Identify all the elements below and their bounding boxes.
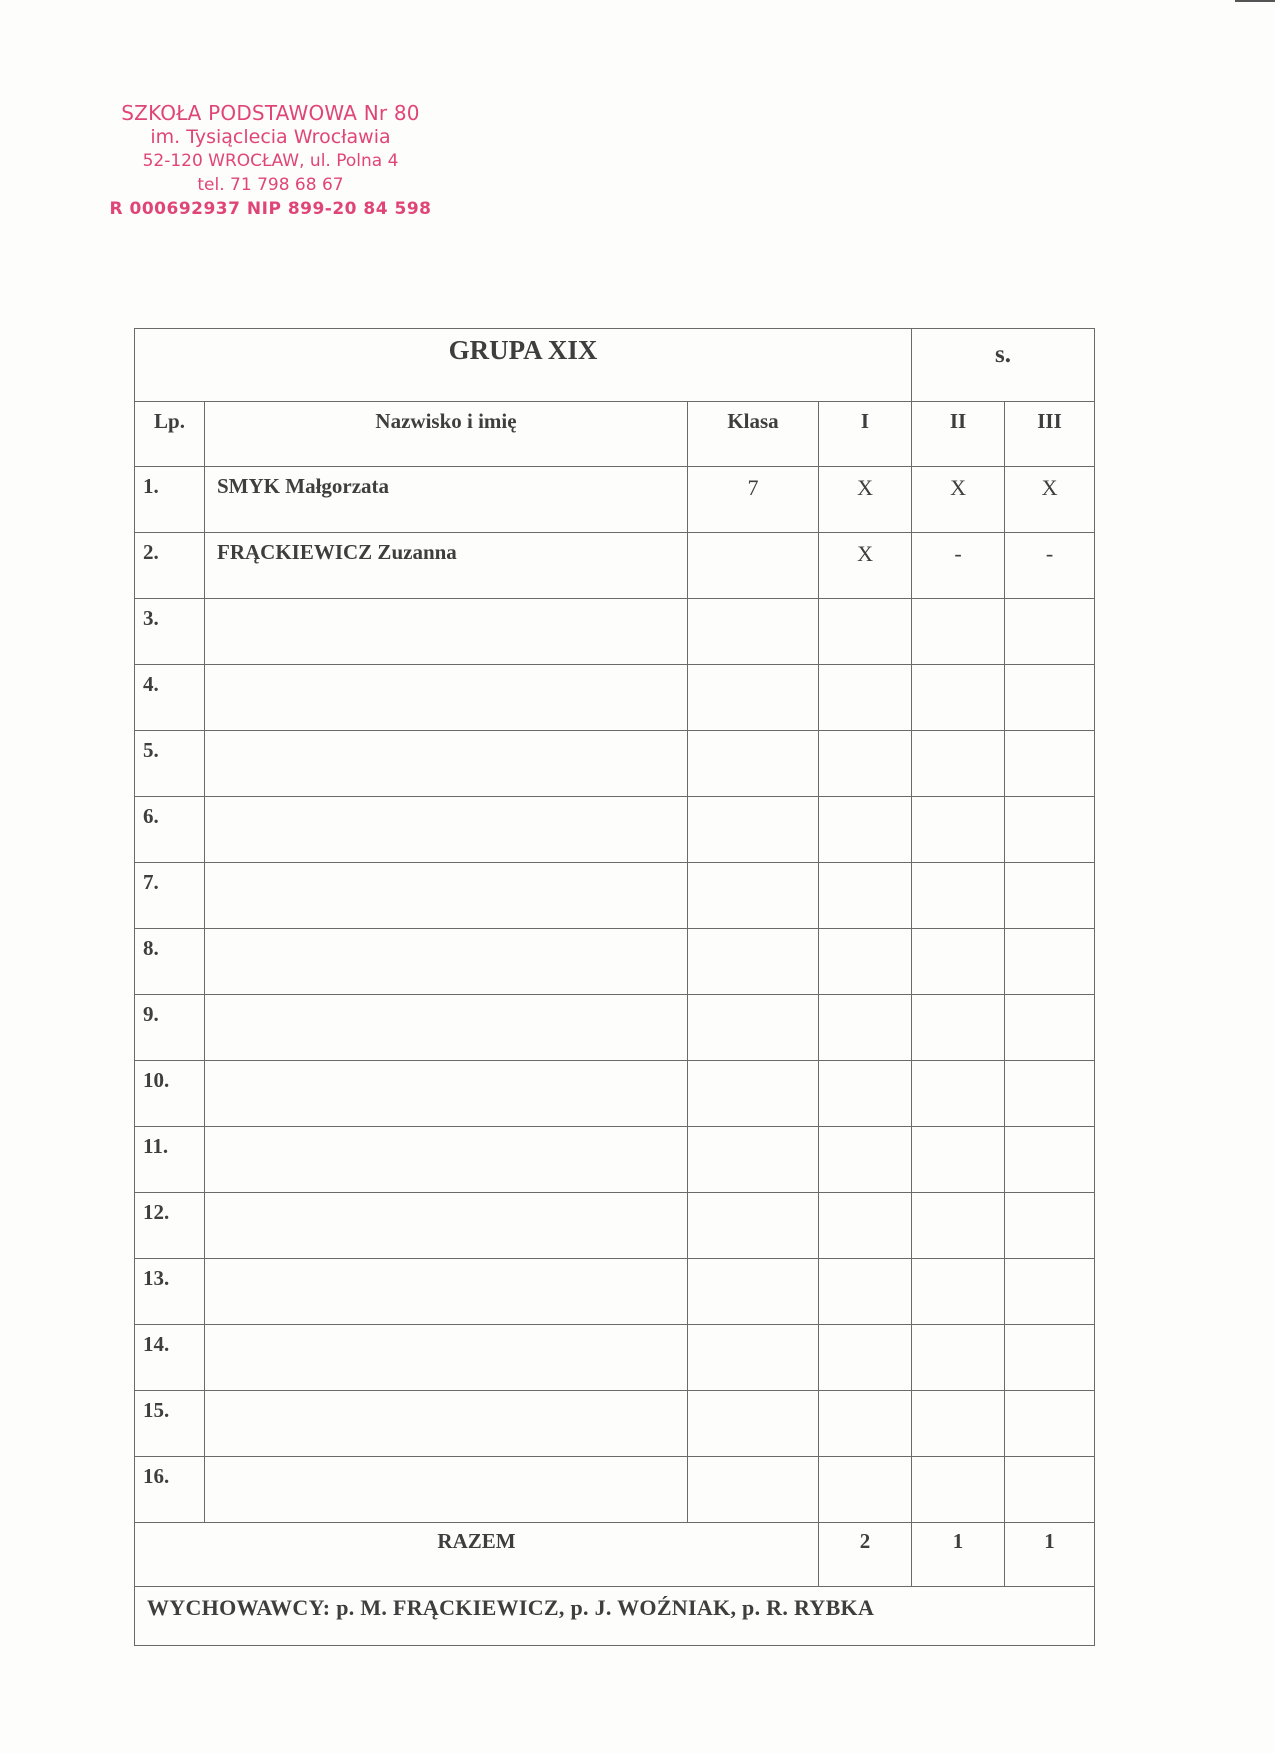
row-klasa [688, 665, 819, 731]
row-name: FRĄCKIEWICZ Zuzanna [205, 533, 688, 599]
table-row [135, 929, 1095, 995]
row-klasa [688, 1061, 819, 1127]
row-lp: 9. [135, 995, 205, 1061]
row-col-1 [819, 1127, 912, 1193]
table-title: GRUPA XIX [135, 329, 912, 402]
row-name [205, 731, 688, 797]
row-col-2 [912, 995, 1005, 1061]
row-name [205, 665, 688, 731]
row-col-1 [819, 1325, 912, 1391]
row-col-2 [912, 665, 1005, 731]
row-klasa [688, 863, 819, 929]
row-col-2: X [912, 467, 1005, 533]
row-col-2 [912, 731, 1005, 797]
row-col-3: - [1005, 533, 1095, 599]
row-col-2 [912, 1457, 1005, 1523]
table-row [135, 1325, 1095, 1391]
stamp-line-address: 52-120 WROCŁAW, ul. Polna 4 [142, 151, 399, 171]
row-lp: 15. [135, 1391, 205, 1457]
row-klasa [688, 599, 819, 665]
table-row [135, 599, 1095, 665]
table-row [135, 467, 1095, 533]
row-klasa [688, 1127, 819, 1193]
table-row [135, 1457, 1095, 1523]
row-lp: 10. [135, 1061, 205, 1127]
wychowawcy-line: WYCHOWAWCY: p. M. FRĄCKIEWICZ, p. J. WOŹNIAK, p. R. RYBKA [135, 1587, 1095, 1646]
header-col-2: II [912, 402, 1005, 467]
row-col-1 [819, 599, 912, 665]
row-col-3 [1005, 731, 1095, 797]
row-lp: 14. [135, 1325, 205, 1391]
row-col-3 [1005, 1127, 1095, 1193]
row-col-3 [1005, 1457, 1095, 1523]
stamp-line-patron: im. Tysiąclecia Wrocławia [150, 126, 391, 148]
row-col-1 [819, 1391, 912, 1457]
row-lp: 2. [135, 533, 205, 599]
row-col-3 [1005, 665, 1095, 731]
row-klasa [688, 797, 819, 863]
row-name [205, 1061, 688, 1127]
row-col-2 [912, 1259, 1005, 1325]
row-col-2 [912, 797, 1005, 863]
row-klasa [688, 995, 819, 1061]
razem-col-2: 1 [912, 1523, 1005, 1587]
table-row [135, 665, 1095, 731]
row-name [205, 797, 688, 863]
row-col-2 [912, 599, 1005, 665]
stamp-line-school-name: SZKOŁA PODSTAWOWA Nr 80 [121, 101, 420, 125]
row-col-2: - [912, 533, 1005, 599]
row-col-1 [819, 1061, 912, 1127]
row-col-2 [912, 1325, 1005, 1391]
row-lp: 1. [135, 467, 205, 533]
row-lp: 8. [135, 929, 205, 995]
row-col-3 [1005, 1325, 1095, 1391]
razem-row [135, 1523, 1095, 1587]
row-name [205, 929, 688, 995]
row-lp: 13. [135, 1259, 205, 1325]
header-name: Nazwisko i imię [205, 402, 688, 467]
row-klasa [688, 731, 819, 797]
table-row [135, 995, 1095, 1061]
row-klasa [688, 1457, 819, 1523]
footer-row [135, 1587, 1095, 1646]
row-col-1 [819, 929, 912, 995]
row-col-3 [1005, 797, 1095, 863]
row-klasa [688, 1391, 819, 1457]
row-col-1 [819, 1457, 912, 1523]
row-col-3 [1005, 1259, 1095, 1325]
row-col-3 [1005, 1193, 1095, 1259]
row-name [205, 1325, 688, 1391]
row-col-3 [1005, 1061, 1095, 1127]
row-name [205, 1193, 688, 1259]
scan-edge-mark [1235, 0, 1275, 2]
row-klasa [688, 533, 819, 599]
row-name [205, 863, 688, 929]
row-col-1: X [819, 533, 912, 599]
row-klasa [688, 1259, 819, 1325]
razem-col-1: 2 [819, 1523, 912, 1587]
header-row [135, 402, 1095, 467]
table-body [135, 467, 1095, 1523]
s-header: s. [912, 329, 1095, 402]
school-stamp [108, 101, 433, 221]
row-name [205, 1391, 688, 1457]
row-klasa [688, 1325, 819, 1391]
header-col-1: I [819, 402, 912, 467]
row-klasa [688, 1193, 819, 1259]
row-name [205, 1457, 688, 1523]
row-col-1 [819, 863, 912, 929]
row-klasa: 7 [688, 467, 819, 533]
row-name [205, 1259, 688, 1325]
row-col-2 [912, 1193, 1005, 1259]
stamp-line-ids: R 000692937 NIP 899-20 84 598 [109, 199, 432, 219]
row-lp: 11. [135, 1127, 205, 1193]
row-col-2 [912, 1127, 1005, 1193]
stamp-line-phone: tel. 71 798 68 67 [197, 175, 344, 195]
row-name [205, 995, 688, 1061]
row-lp: 4. [135, 665, 205, 731]
row-lp: 7. [135, 863, 205, 929]
header-klasa: Klasa [688, 402, 819, 467]
row-col-1 [819, 1259, 912, 1325]
row-col-1: X [819, 467, 912, 533]
row-klasa [688, 929, 819, 995]
row-col-3 [1005, 599, 1095, 665]
row-col-1 [819, 797, 912, 863]
table-row [135, 533, 1095, 599]
row-name [205, 1127, 688, 1193]
razem-label: RAZEM [135, 1523, 819, 1587]
header-lp: Lp. [135, 402, 205, 467]
row-col-3 [1005, 863, 1095, 929]
row-lp: 12. [135, 1193, 205, 1259]
table-row [135, 1391, 1095, 1457]
row-col-1 [819, 731, 912, 797]
row-lp: 16. [135, 1457, 205, 1523]
row-lp: 3. [135, 599, 205, 665]
row-name [205, 599, 688, 665]
table-row [135, 731, 1095, 797]
row-col-3: X [1005, 467, 1095, 533]
table-row [135, 1259, 1095, 1325]
header-col-3: III [1005, 402, 1095, 467]
table-row [135, 1061, 1095, 1127]
row-lp: 5. [135, 731, 205, 797]
table-row [135, 1127, 1095, 1193]
row-col-1 [819, 995, 912, 1061]
row-name: SMYK Małgorzata [205, 467, 688, 533]
row-col-3 [1005, 929, 1095, 995]
table-row [135, 863, 1095, 929]
row-col-1 [819, 665, 912, 731]
row-lp: 6. [135, 797, 205, 863]
razem-col-3: 1 [1005, 1523, 1095, 1587]
group-table [134, 328, 1095, 1646]
table-row [135, 1193, 1095, 1259]
row-col-1 [819, 1193, 912, 1259]
row-col-3 [1005, 1391, 1095, 1457]
row-col-2 [912, 863, 1005, 929]
row-col-2 [912, 1391, 1005, 1457]
table-row [135, 797, 1095, 863]
row-col-2 [912, 1061, 1005, 1127]
row-col-3 [1005, 995, 1095, 1061]
row-col-2 [912, 929, 1005, 995]
